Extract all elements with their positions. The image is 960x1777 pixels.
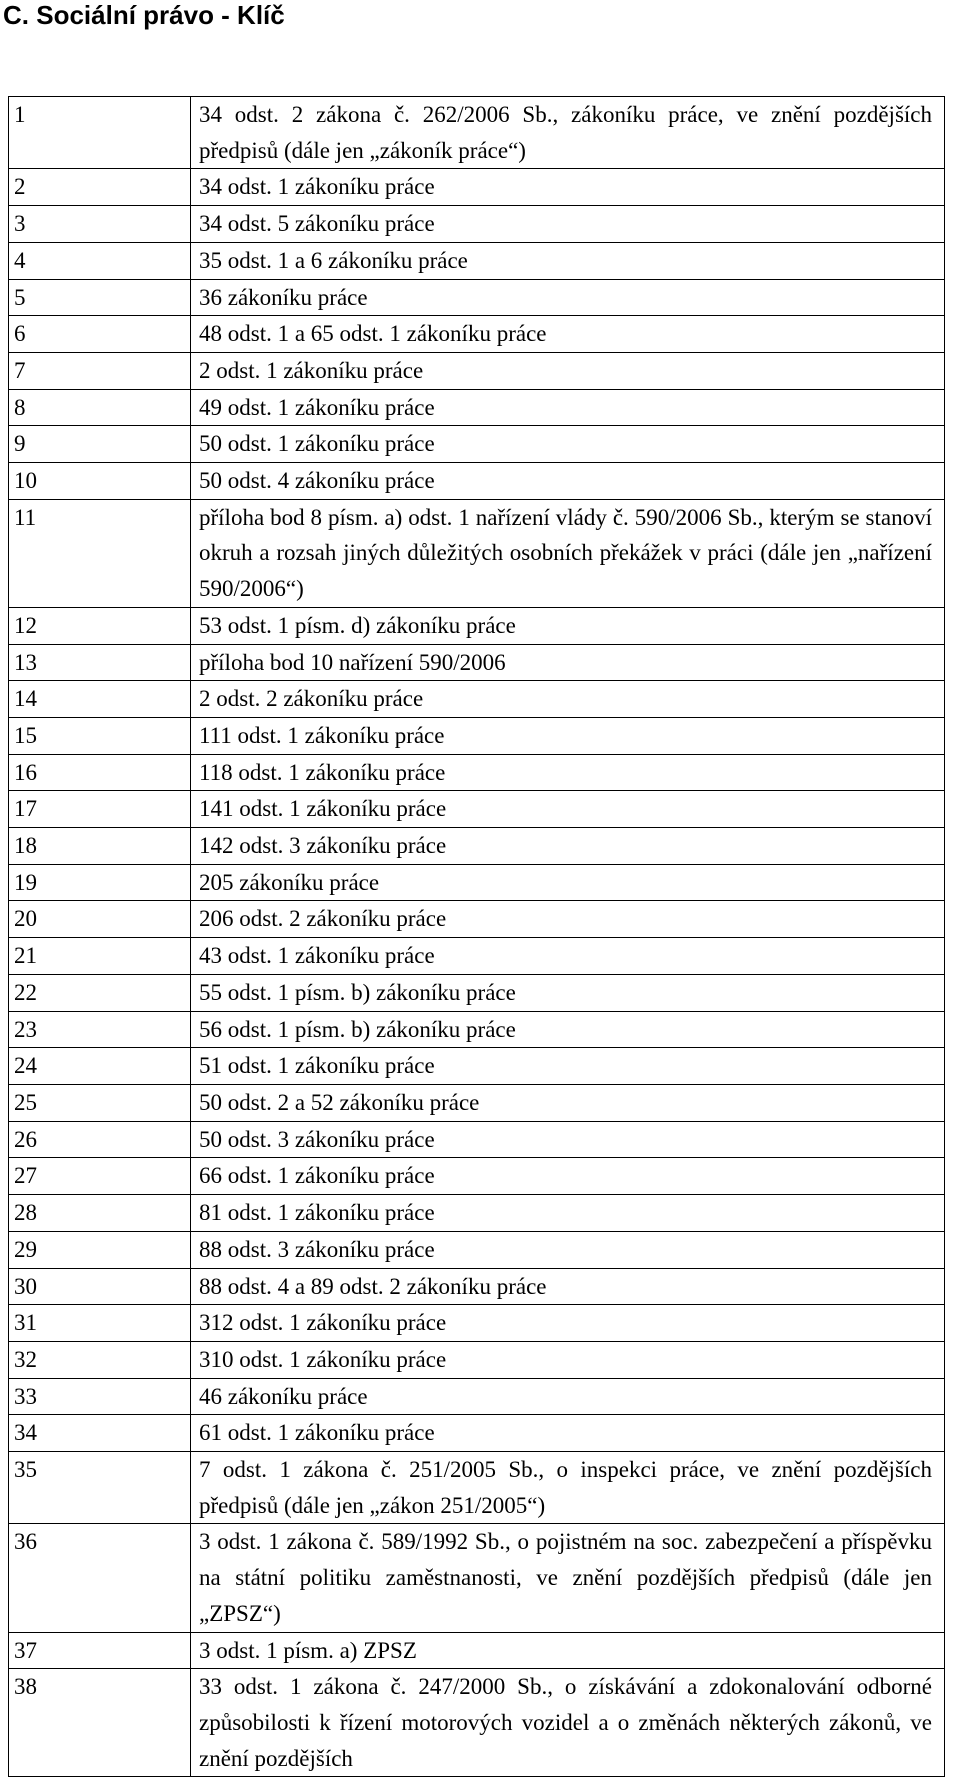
legal-reference-cell (191, 1195, 945, 1232)
legal-reference: 55 odst. 1 písm. b) zákoníku práce (199, 979, 516, 1005)
legal-reference-cell (191, 1121, 945, 1158)
legal-reference: 48 odst. 1 a 65 odst. 1 zákoníku práce (199, 321, 547, 347)
legal-reference-cell (191, 1084, 945, 1121)
row-number: 30 (9, 1268, 191, 1305)
table-row (9, 1231, 945, 1268)
legal-reference-cell (191, 1158, 945, 1195)
table-row (9, 97, 945, 169)
legal-reference-cell (191, 644, 945, 681)
row-number: 38 (9, 1669, 191, 1777)
row-number: 13 (9, 644, 191, 681)
row-number: 36 (9, 1524, 191, 1632)
legal-reference: 2 odst. 2 zákoníku práce (199, 686, 424, 712)
row-number: 17 (9, 791, 191, 828)
table-row (9, 1632, 945, 1669)
table-row (9, 644, 945, 681)
table-row (9, 791, 945, 828)
legal-reference: 50 odst. 4 zákoníku práce (199, 468, 435, 494)
table-row (9, 316, 945, 353)
legal-reference-cell (191, 279, 945, 316)
legal-reference-cell (191, 974, 945, 1011)
legal-reference: 141 odst. 1 zákoníku práce (199, 796, 447, 822)
table-row (9, 828, 945, 865)
table-row (9, 901, 945, 938)
legal-reference: 34 odst. 1 zákoníku práce (199, 174, 435, 200)
legal-reference-cell (191, 1011, 945, 1048)
legal-reference: 34 odst. 5 zákoníku práce (199, 211, 435, 237)
row-number: 24 (9, 1048, 191, 1085)
legal-reference: 2 odst. 1 zákoníku práce (199, 357, 424, 383)
row-number: 33 (9, 1378, 191, 1415)
legal-reference-cell (191, 938, 945, 975)
table-row (9, 1305, 945, 1342)
table-row (9, 426, 945, 463)
legal-reference-cell (191, 864, 945, 901)
row-number: 35 (9, 1452, 191, 1524)
row-number: 28 (9, 1195, 191, 1232)
legal-reference: 7 odst. 1 zákona č. 251/2005 Sb., o inspekci práce, ve znění pozdějších předpisů (dále jen „zákon 251/2005“) (199, 1457, 932, 1518)
row-number: 31 (9, 1305, 191, 1342)
table-row (9, 1268, 945, 1305)
legal-reference: 50 odst. 3 zákoníku práce (199, 1126, 435, 1152)
legal-reference: 50 odst. 2 a 52 zákoníku práce (199, 1089, 480, 1115)
table-row (9, 754, 945, 791)
table-row (9, 1048, 945, 1085)
table-row (9, 717, 945, 754)
legal-reference-cell (191, 754, 945, 791)
answer-key-body (9, 97, 945, 1777)
legal-reference-cell (191, 681, 945, 718)
row-number: 26 (9, 1121, 191, 1158)
legal-reference-cell (191, 389, 945, 426)
legal-reference-cell (191, 791, 945, 828)
legal-reference: 46 zákoníku práce (199, 1383, 368, 1409)
row-number: 3 (9, 206, 191, 243)
legal-reference: příloha bod 10 nařízení 590/2006 (199, 649, 506, 675)
table-row (9, 1121, 945, 1158)
row-number: 23 (9, 1011, 191, 1048)
row-number: 37 (9, 1632, 191, 1669)
table-row (9, 1524, 945, 1632)
legal-reference: 205 zákoníku práce (199, 869, 380, 895)
legal-reference: 88 odst. 4 a 89 odst. 2 zákoníku práce (199, 1273, 547, 1299)
row-number: 16 (9, 754, 191, 791)
legal-reference: 206 odst. 2 zákoníku práce (199, 906, 447, 932)
legal-reference: 61 odst. 1 zákoníku práce (199, 1420, 435, 1446)
row-number: 1 (9, 97, 191, 169)
legal-reference-cell (191, 607, 945, 644)
legal-reference: 49 odst. 1 zákoníku práce (199, 394, 435, 420)
row-number: 8 (9, 389, 191, 426)
table-row (9, 1011, 945, 1048)
table-row (9, 352, 945, 389)
legal-reference-cell (191, 352, 945, 389)
legal-reference-cell (191, 426, 945, 463)
legal-reference: 3 odst. 1 zákona č. 589/1992 Sb., o pojistném na soc. zabezpečení a příspěvku na státní politiku zaměstnanosti, ve znění pozdějších předpisů (dále jen „ZPSZ“) (199, 1529, 932, 1626)
legal-reference: 66 odst. 1 zákoníku práce (199, 1163, 435, 1189)
legal-reference-cell (191, 828, 945, 865)
legal-reference: 81 odst. 1 zákoníku práce (199, 1200, 435, 1226)
table-row (9, 938, 945, 975)
row-number: 2 (9, 169, 191, 206)
table-row (9, 206, 945, 243)
legal-reference: příloha bod 8 písm. a) odst. 1 nařízení vlády č. 590/2006 Sb., kterým se stanoví okruh a rozsah jiných důležitých osobních překážek v práci (dále jen „nařízení 590/2006“) (199, 504, 932, 602)
table-row (9, 1378, 945, 1415)
legal-reference: 56 odst. 1 písm. b) zákoníku práce (199, 1016, 516, 1042)
row-number: 18 (9, 828, 191, 865)
row-number: 5 (9, 279, 191, 316)
row-number: 22 (9, 974, 191, 1011)
legal-reference-cell (191, 1632, 945, 1669)
legal-reference-cell (191, 1231, 945, 1268)
legal-reference: 3 odst. 1 písm. a) ZPSZ (199, 1637, 417, 1663)
legal-reference-cell (191, 97, 945, 169)
legal-reference-cell (191, 1669, 945, 1777)
legal-reference: 35 odst. 1 a 6 zákoníku práce (199, 247, 468, 273)
legal-reference: 34 odst. 2 zákona č. 262/2006 Sb., zákoníku práce, ve znění pozdějších předpisů (dále jen „zákoník práce“) (199, 102, 932, 163)
table-row (9, 1195, 945, 1232)
legal-reference: 43 odst. 1 zákoníku práce (199, 943, 435, 969)
legal-reference-cell (191, 206, 945, 243)
table-row (9, 1341, 945, 1378)
table-row (9, 607, 945, 644)
table-row (9, 242, 945, 279)
table-row (9, 169, 945, 206)
legal-reference-cell (191, 717, 945, 754)
legal-reference: 50 odst. 1 zákoníku práce (199, 431, 435, 457)
legal-reference-cell (191, 499, 945, 607)
legal-reference-cell (191, 1305, 945, 1342)
row-number: 29 (9, 1231, 191, 1268)
row-number: 10 (9, 463, 191, 500)
table-row (9, 499, 945, 607)
row-number: 11 (9, 499, 191, 607)
legal-reference-cell (191, 1524, 945, 1632)
legal-reference: 118 odst. 1 zákoníku práce (199, 759, 446, 785)
legal-reference: 33 odst. 1 zákona č. 247/2000 Sb., o získávání a zdokonalování odborné způsobilosti k řízení motorových vozidel a o změnách některých zákonů, ve znění pozdějších (199, 1674, 932, 1771)
table-row (9, 279, 945, 316)
page-title: C. Sociální právo - Klíč (3, 0, 285, 30)
legal-reference-cell (191, 901, 945, 938)
row-number: 4 (9, 242, 191, 279)
row-number: 9 (9, 426, 191, 463)
answer-key-table (8, 96, 945, 1777)
row-number: 34 (9, 1415, 191, 1452)
row-number: 6 (9, 316, 191, 353)
row-number: 15 (9, 717, 191, 754)
row-number: 19 (9, 864, 191, 901)
legal-reference: 53 odst. 1 písm. d) zákoníku práce (199, 612, 516, 638)
legal-reference: 51 odst. 1 zákoníku práce (199, 1053, 435, 1079)
legal-reference: 111 odst. 1 zákoníku práce (199, 722, 445, 748)
table-row (9, 974, 945, 1011)
row-number: 14 (9, 681, 191, 718)
table-row (9, 463, 945, 500)
table-row (9, 389, 945, 426)
legal-reference-cell (191, 463, 945, 500)
table-row (9, 1452, 945, 1524)
table-row (9, 864, 945, 901)
row-number: 27 (9, 1158, 191, 1195)
legal-reference: 88 odst. 3 zákoníku práce (199, 1236, 435, 1262)
legal-reference-cell (191, 1341, 945, 1378)
row-number: 20 (9, 901, 191, 938)
legal-reference-cell (191, 1048, 945, 1085)
row-number: 12 (9, 607, 191, 644)
table-row (9, 1669, 945, 1777)
legal-reference: 310 odst. 1 zákoníku práce (199, 1346, 447, 1372)
row-number: 21 (9, 938, 191, 975)
legal-reference-cell (191, 1415, 945, 1452)
legal-reference: 36 zákoníku práce (199, 284, 368, 310)
legal-reference: 142 odst. 3 zákoníku práce (199, 833, 447, 859)
legal-reference-cell (191, 1268, 945, 1305)
table-row (9, 1084, 945, 1121)
table-row (9, 1415, 945, 1452)
row-number: 7 (9, 352, 191, 389)
legal-reference-cell (191, 1452, 945, 1524)
legal-reference-cell (191, 316, 945, 353)
row-number: 32 (9, 1341, 191, 1378)
legal-reference-cell (191, 169, 945, 206)
table-row (9, 681, 945, 718)
legal-reference-cell (191, 1378, 945, 1415)
legal-reference-cell (191, 242, 945, 279)
table-row (9, 1158, 945, 1195)
row-number: 25 (9, 1084, 191, 1121)
legal-reference: 312 odst. 1 zákoníku práce (199, 1310, 447, 1336)
